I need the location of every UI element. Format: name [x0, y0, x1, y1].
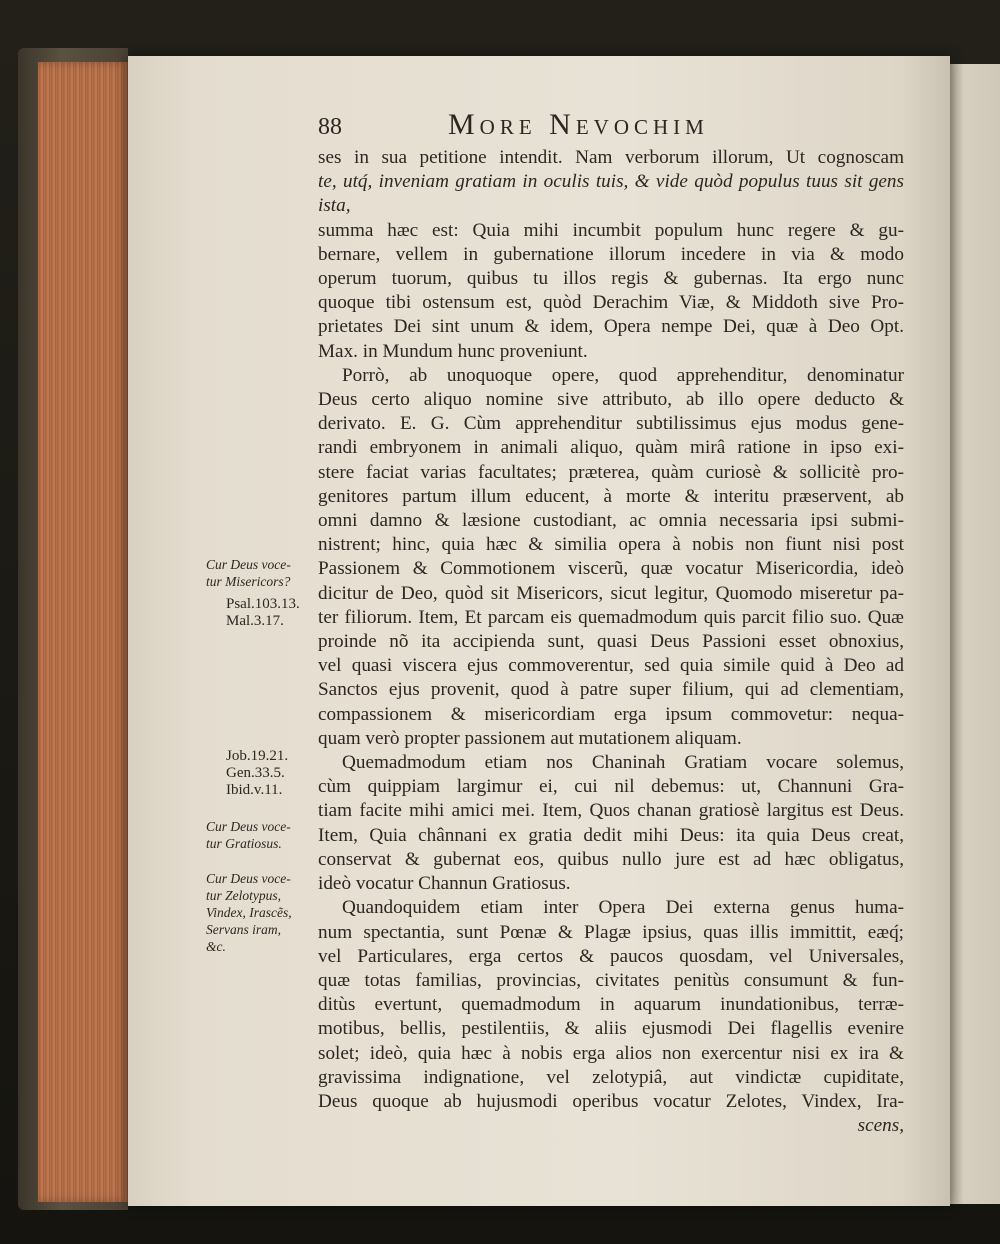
- margin-line: tur Gratiosus.: [206, 836, 282, 851]
- margin-note-gratiosus: [206, 818, 316, 852]
- margin-note-misericors: [206, 556, 316, 590]
- text-line: bernare, vellem in gubernatione illorum incedere in via & modo: [318, 243, 904, 265]
- text-line: compassionem & misericordiam erga ipsum commovetur: nequa-: [318, 703, 904, 725]
- text-line: summa hæc est: Quia mihi incumbit populum hunc regere & gu-: [318, 219, 904, 241]
- text-line: tiam facite mihi amici mei. Item, Quos chanan gratiosè largitus est Deus.: [318, 800, 904, 822]
- text-line: gravissima indignatione, vel zelotypiâ, aut vindictæ cupiditate,: [318, 1066, 904, 1088]
- text-line: solet; ideò, quia hæc à nobis erga alios non exercentur nisi ex ira &: [318, 1042, 904, 1064]
- text-line: randi embryonem in animali aliquo, quàm mirâ ratione in ipso exi-: [318, 437, 904, 459]
- text-line: derivato. E. G. Cùm apprehenditur subtilissimus ejus modus gene-: [318, 413, 904, 435]
- text-line: scens,: [857, 1115, 904, 1137]
- text-line: conservat & gubernat eos, quibus nullo jure est ad hæc obligatus,: [318, 848, 904, 870]
- text-line: ses in sua petitione intendit. Nam verborum illorum, Ut cognoscam: [318, 147, 904, 168]
- margin-refs-psalms: [226, 596, 336, 630]
- margin-line: Psal.103.13.: [226, 596, 300, 612]
- text-line: operum tuorum, quibus tu illos regis & gubernas. Ita ergo nunc: [318, 268, 904, 290]
- text-line: cùm quippiam largimur ei, cui nil debemus: ut, Channuni Gra-: [318, 776, 904, 798]
- page-edges: [38, 62, 130, 1202]
- text-line: Passionem & Commotionem viscerũ, quæ vocatur Misericordia, ideò: [318, 558, 904, 580]
- margin-line: Servans iram,: [206, 922, 281, 937]
- text-line: nistrent; hinc, quia hæc & similia opera à nobis non fiunt nisi post: [318, 534, 904, 556]
- page-number: 88: [318, 114, 342, 140]
- margin-line: tur Zelotypus,: [206, 888, 282, 903]
- text-line: Porrò, ab unoquoque opere, quod apprehenditur, denominatur: [342, 364, 904, 386]
- margin-line: &c.: [206, 939, 226, 954]
- text-line: prietates Dei sint unum & idem, Opera nempe Dei, quæ à Deo Opt.: [318, 316, 904, 338]
- text-line: dicitur de Deo, quòd sit Misericors, sicut legitur, Quomodo miseretur pa-: [318, 582, 904, 604]
- text-line: te, utq́, inveniam gratiam in oculis tuis, & vide quòd populus tuus sit gens ista,: [318, 171, 904, 217]
- text-line: quæ totas familias, provincias, civitates penitùs consumunt & fun-: [318, 969, 904, 991]
- text-line: ideò vocatur Channun Gratiosus.: [318, 873, 571, 895]
- text-line: num spectantia, sunt Pœnæ & Plagæ ipsius, quas illis immittit, eæq́;: [318, 921, 904, 943]
- margin-line: Cur Deus voce-: [206, 819, 291, 834]
- text-line: Max. in Mundum hunc proveniunt.: [318, 340, 588, 362]
- margin-line: Cur Deus voce-: [206, 557, 291, 572]
- body-text: [318, 146, 904, 1138]
- text-line: vel Particulares, erga certos & paucos quosdam, vel Universales,: [318, 945, 904, 967]
- text-line: vel quasi viscera ejus commoverentur, sed quia simile quid à Deo ad: [318, 655, 904, 677]
- margin-line: Gen.33.5.: [226, 765, 285, 781]
- margin-line: Cur Deus voce-: [206, 871, 291, 886]
- text-line: ditùs evertunt, quemadmodum in aquarum inundationibus, terræ-: [318, 994, 904, 1016]
- text-line: Item, Quia chânnani ex gratia dedit mihi Deus: ita quia Deus creat,: [318, 824, 904, 846]
- text-line: stere faciat varias facultates; præterea, quàm curiosè & sollicitè pro-: [318, 461, 904, 483]
- text-line: omni damno & læsione custodiant, ac omnia necessaria ipsi submi-: [318, 510, 904, 532]
- margin-line: Mal.3.17.: [226, 613, 284, 629]
- text-line: Deus quoque ab hujusmodi operibus vocatur Zelotes, Vindex, Ira-: [318, 1090, 904, 1112]
- text-line: genitores partum illum educent, à morte & interitu præservent, ab: [318, 485, 904, 507]
- margin-note-zelotypus: [206, 870, 316, 955]
- text-line: ter filiorum. Item, Et parcam eis quemadmodum quis parcit filio suo. Quæ: [318, 606, 904, 628]
- margin-line: Ibid.v.11.: [226, 782, 283, 798]
- margin-refs-job: [226, 748, 336, 799]
- text-line: Deus certo aliquo nomine sive attributo, ab illo opere deducto &: [318, 389, 904, 411]
- text-line: quoque tibi ostensum est, quòd Derachim Viæ, & Middoth sive Pro-: [318, 292, 904, 314]
- facing-page-edge: [948, 64, 1000, 1204]
- margin-line: Job.19.21.: [226, 748, 289, 764]
- text-line: quam verò propter passionem aut mutationem aliquam.: [318, 727, 742, 749]
- text-line: proinde nõ ita accipienda sunt, quasi Deus Passioni esset obnoxius,: [318, 631, 904, 653]
- running-title: More Nevochim: [448, 108, 709, 141]
- page-header: [318, 108, 918, 148]
- text-line: Sanctos ejus provenit, quod à patre super filium, qui ad clementiam,: [318, 679, 904, 701]
- margin-line: tur Misericors?: [206, 574, 291, 589]
- margin-line: Vindex, Irascẽs,: [206, 905, 292, 920]
- text-line: motibus, bellis, pestilentiis, & aliis ejusmodi Dei flagellis evenire: [318, 1018, 904, 1040]
- text-line: Quandoquidem etiam inter Opera Dei externa genus huma-: [342, 897, 904, 919]
- text-line: Quemadmodum etiam nos Chaninah Gratiam vocare solemus,: [342, 752, 904, 774]
